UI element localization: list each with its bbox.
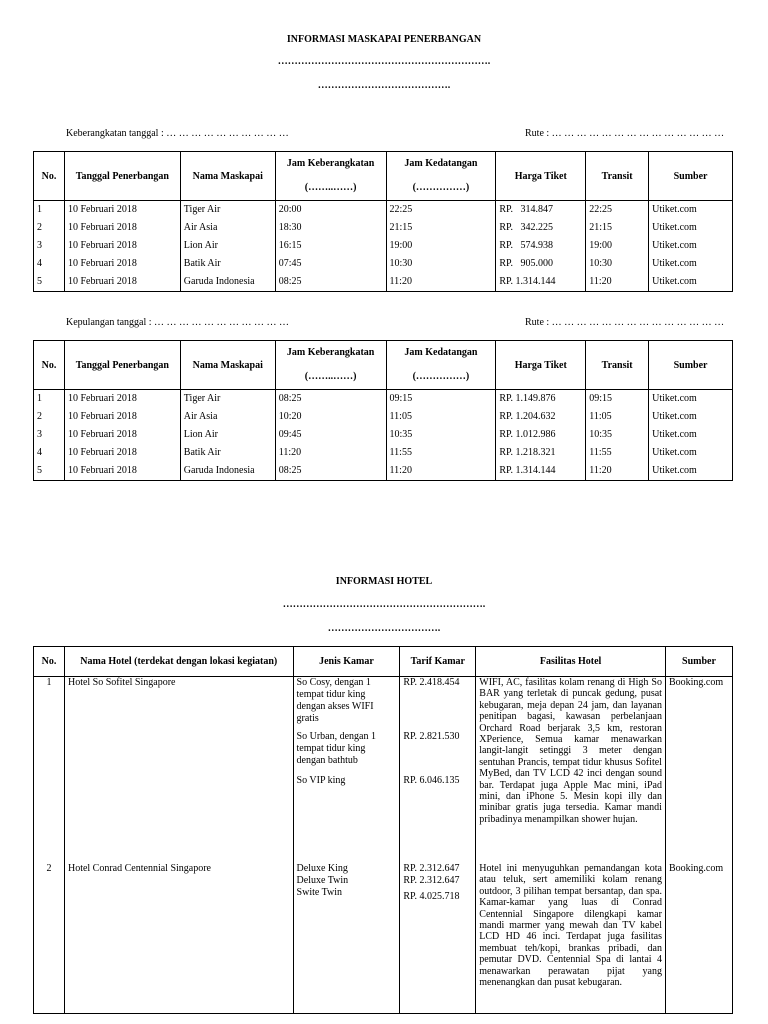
flight-no: 3 — [34, 237, 65, 255]
airline-name: Batik Air — [180, 444, 275, 462]
airline-name: Tiger Air — [180, 390, 275, 409]
header-transit: Transit — [586, 341, 649, 390]
transit-time: 09:15 — [586, 390, 649, 409]
return-date-label: Kepulangan tanggal : … … … … … … … … … … … — [66, 317, 290, 328]
room-type: Swite Twin — [296, 887, 343, 898]
hotel-room-types — [293, 677, 400, 864]
table-row — [34, 237, 733, 255]
hotel-no: 1 — [34, 677, 65, 864]
flight-no: 5 — [34, 462, 65, 481]
return-route-label: Rute : … … … … … … … … … … … … … … — [525, 317, 725, 328]
source-site: Utiket.com — [649, 255, 733, 273]
flight-section-title: INFORMASI MASKAPAI PENERBANGAN — [286, 34, 482, 45]
departure-route-label: Rute : … … … … … … … … … … … … … … — [525, 128, 725, 139]
source-site: Utiket.com — [649, 390, 733, 409]
airline-name: Batik Air — [180, 255, 275, 273]
hotel-title-dots-2: ……………………………. — [327, 623, 441, 634]
arrive-time: 11:05 — [386, 408, 496, 426]
room-rate: RP. 2.418.454 — [403, 677, 460, 688]
hotel-header-facilities: Fasilitas Hotel — [476, 647, 666, 677]
header-source: Sumber — [649, 341, 733, 390]
source-site: Utiket.com — [649, 201, 733, 220]
hotel-no: 2 — [34, 863, 65, 1014]
flight-no: 3 — [34, 426, 65, 444]
ticket-price: RP. 1.314.144 — [496, 462, 586, 481]
hotel-room-types — [293, 863, 400, 1014]
hotel-header-rate: Tarif Kamar — [400, 647, 476, 677]
departure-flight-table — [33, 151, 733, 292]
arrive-time: 09:15 — [386, 390, 496, 409]
flight-date: 10 Februari 2018 — [64, 390, 180, 409]
header-depart-time-label: Jam Keberangkatan — [286, 158, 375, 169]
table-row — [34, 444, 733, 462]
header-depart-time-label: Jam Keberangkatan — [286, 347, 375, 358]
room-type: So VIP king — [296, 775, 346, 786]
hotel-header-room-type: Jenis Kamar — [293, 647, 400, 677]
ticket-price: RP. 1.012.986 — [496, 426, 586, 444]
hotel-header-source: Sumber — [665, 647, 732, 677]
table-row — [34, 201, 733, 220]
ticket-price: RP. 1.204.632 — [496, 408, 586, 426]
header-no: No. — [34, 152, 65, 201]
flight-no: 1 — [34, 390, 65, 409]
arrive-time: 19:00 — [386, 237, 496, 255]
arrive-time: 21:15 — [386, 219, 496, 237]
source-site: Utiket.com — [649, 426, 733, 444]
room-type: So Cosy, dengan 1 tempat tidur king dengan akses WIFI gratis — [296, 677, 374, 724]
transit-time: 22:25 — [586, 201, 649, 220]
room-rate: RP. 2.312.647 — [403, 863, 460, 874]
flight-date: 10 Februari 2018 — [64, 408, 180, 426]
flight-date: 10 Februari 2018 — [64, 255, 180, 273]
flight-title-dots-2: …………………………………. — [317, 80, 451, 91]
source-site: Utiket.com — [649, 462, 733, 481]
airline-name: Garuda Indonesia — [180, 462, 275, 481]
flight-date: 10 Februari 2018 — [64, 237, 180, 255]
room-type: So Urban, dengan 1 tempat tidur king dengan bathtub — [296, 731, 376, 766]
hotel-source: Booking.com — [665, 863, 732, 1014]
source-site: Utiket.com — [649, 444, 733, 462]
header-no: No. — [34, 341, 65, 390]
transit-time: 10:35 — [586, 426, 649, 444]
arrive-time: 11:55 — [386, 444, 496, 462]
flight-no: 2 — [34, 408, 65, 426]
ticket-price: RP. 342.225 — [496, 219, 586, 237]
depart-time: 08:25 — [275, 462, 386, 481]
hotel-header-no: No. — [34, 647, 65, 677]
depart-time: 09:45 — [275, 426, 386, 444]
header-airline: Nama Maskapai — [180, 152, 275, 201]
airline-name: Air Asia — [180, 408, 275, 426]
transit-time: 11:55 — [586, 444, 649, 462]
ticket-price: RP. 1.149.876 — [496, 390, 586, 409]
hotel-facilities: WIFI, AC, fasilitas kolam renang di High So BAR yang terletak di puncak gedung, pusat kebugaran, meja depan 24 jam, dan layanan penitipan bagasi, kawasan perbelanjaan Orchard Road berjarak 3,5 km, restoran XPerience, Semua kamar menawarkan langit-langit setinggi 3 meter dengan sentuhan Prancis, tempat tidur khusus Sofitel MyBed, dan TV LCD 42 inci dengan sound bar. Terdapat juga Apple Mac mini, iPad mini, dan iPhone 5. Mesin kopi illy dan minibar gratis juga tersedia. Kamar mandi pribadinya menampilkan shower hujan. — [476, 677, 666, 864]
table-row — [34, 408, 733, 426]
flight-title-dots-1: ………………………………………………………. — [277, 56, 491, 67]
room-rate: RP. 6.046.135 — [403, 775, 460, 786]
table-row — [34, 426, 733, 444]
hotel-name: Hotel So Sofitel Singapore — [64, 677, 293, 864]
ticket-price: RP. 574.938 — [496, 237, 586, 255]
header-date: Tanggal Penerbangan — [64, 341, 180, 390]
depart-time: 10:20 — [275, 408, 386, 426]
header-arrive-time-label: Jam Kedatangan — [404, 347, 478, 358]
depart-time: 08:25 — [275, 390, 386, 409]
header-arrive-time-label: Jam Kedatangan — [404, 158, 478, 169]
airline-name: Lion Air — [180, 237, 275, 255]
ticket-price: RP. 1.314.144 — [496, 273, 586, 292]
hotel-table — [33, 646, 733, 1014]
depart-time: 08:25 — [275, 273, 386, 292]
transit-time: 11:05 — [586, 408, 649, 426]
source-site: Utiket.com — [649, 408, 733, 426]
flight-no: 4 — [34, 255, 65, 273]
header-arrive-time-blank: (……………) — [412, 371, 470, 382]
airline-name: Lion Air — [180, 426, 275, 444]
hotel-rates — [400, 677, 476, 864]
arrive-time: 10:30 — [386, 255, 496, 273]
table-row — [34, 255, 733, 273]
hotel-section-title: INFORMASI HOTEL — [335, 576, 433, 587]
hotel-facilities: Hotel ini menyuguhkan pemandangan kota atau teluk, sert amemiliki kolam renang outdoor, 3 pilihan tempat bersantap, dan spa. Kamar-kamar yang luas di Conrad Centennial Singapore dilengkapi kamar mandi marmer yang mewah dan TV kabel LCD HD 46 inci. Terdapat juga fasilitas membuat teh/kopi, brankas pribadi, dan pemutar DVD. Centennial Spa di lantai 4 menawarkan perawatan pijat yang menenangkan dan pusat kebugaran. — [476, 863, 666, 1014]
return-flight-table — [33, 340, 733, 481]
room-type: Deluxe Twin — [296, 875, 349, 886]
flight-date: 10 Februari 2018 — [64, 426, 180, 444]
header-transit: Transit — [586, 152, 649, 201]
flight-date: 10 Februari 2018 — [64, 273, 180, 292]
hotel-name: Hotel Conrad Centennial Singapore — [64, 863, 293, 1014]
room-type: Deluxe King — [296, 863, 348, 874]
flight-no: 2 — [34, 219, 65, 237]
flight-date: 10 Februari 2018 — [64, 444, 180, 462]
flight-no: 4 — [34, 444, 65, 462]
hotel-row — [34, 863, 733, 1014]
ticket-price: RP. 314.847 — [496, 201, 586, 220]
transit-time: 21:15 — [586, 219, 649, 237]
table-row — [34, 390, 733, 409]
airline-name: Tiger Air — [180, 201, 275, 220]
arrive-time: 11:20 — [386, 273, 496, 292]
depart-time: 07:45 — [275, 255, 386, 273]
arrive-time: 10:35 — [386, 426, 496, 444]
source-site: Utiket.com — [649, 237, 733, 255]
flight-date: 10 Februari 2018 — [64, 462, 180, 481]
transit-time: 11:20 — [586, 462, 649, 481]
airline-name: Garuda Indonesia — [180, 273, 275, 292]
header-date: Tanggal Penerbangan — [64, 152, 180, 201]
header-arrive-time — [386, 152, 496, 201]
header-depart-time-blank: (……..……) — [304, 182, 357, 193]
room-rate: RP. 4.025.718 — [403, 891, 460, 902]
source-site: Utiket.com — [649, 219, 733, 237]
arrive-time: 22:25 — [386, 201, 496, 220]
hotel-source: Booking.com — [665, 677, 732, 864]
departure-date-label: Keberangkatan tanggal : … … … … … … … … … … — [66, 128, 289, 139]
hotel-title-dots-1: ……………………………………………………. — [282, 599, 486, 610]
flight-date: 10 Februari 2018 — [64, 219, 180, 237]
depart-time: 16:15 — [275, 237, 386, 255]
hotel-rates — [400, 863, 476, 1014]
ticket-price: RP. 905.000 — [496, 255, 586, 273]
arrive-time: 11:20 — [386, 462, 496, 481]
header-price: Harga Tiket — [496, 341, 586, 390]
room-rate: RP. 2.312.647 — [403, 875, 460, 886]
transit-time: 11:20 — [586, 273, 649, 292]
depart-time: 11:20 — [275, 444, 386, 462]
transit-time: 19:00 — [586, 237, 649, 255]
table-row — [34, 219, 733, 237]
source-site: Utiket.com — [649, 273, 733, 292]
header-depart-time-blank: (……..……) — [304, 371, 357, 382]
header-depart-time — [275, 152, 386, 201]
flight-no: 1 — [34, 201, 65, 220]
header-source: Sumber — [649, 152, 733, 201]
depart-time: 20:00 — [275, 201, 386, 220]
header-depart-time — [275, 341, 386, 390]
header-arrive-time-blank: (……………) — [412, 182, 470, 193]
ticket-price: RP. 1.218.321 — [496, 444, 586, 462]
header-airline: Nama Maskapai — [180, 341, 275, 390]
room-rate: RP. 2.821.530 — [403, 731, 460, 742]
header-arrive-time — [386, 341, 496, 390]
flight-no: 5 — [34, 273, 65, 292]
hotel-header-name: Nama Hotel (terdekat dengan lokasi kegiatan) — [64, 647, 293, 677]
hotel-row — [34, 677, 733, 864]
depart-time: 18:30 — [275, 219, 386, 237]
header-price: Harga Tiket — [496, 152, 586, 201]
table-row — [34, 462, 733, 481]
transit-time: 10:30 — [586, 255, 649, 273]
flight-date: 10 Februari 2018 — [64, 201, 180, 220]
table-row — [34, 273, 733, 292]
airline-name: Air Asia — [180, 219, 275, 237]
